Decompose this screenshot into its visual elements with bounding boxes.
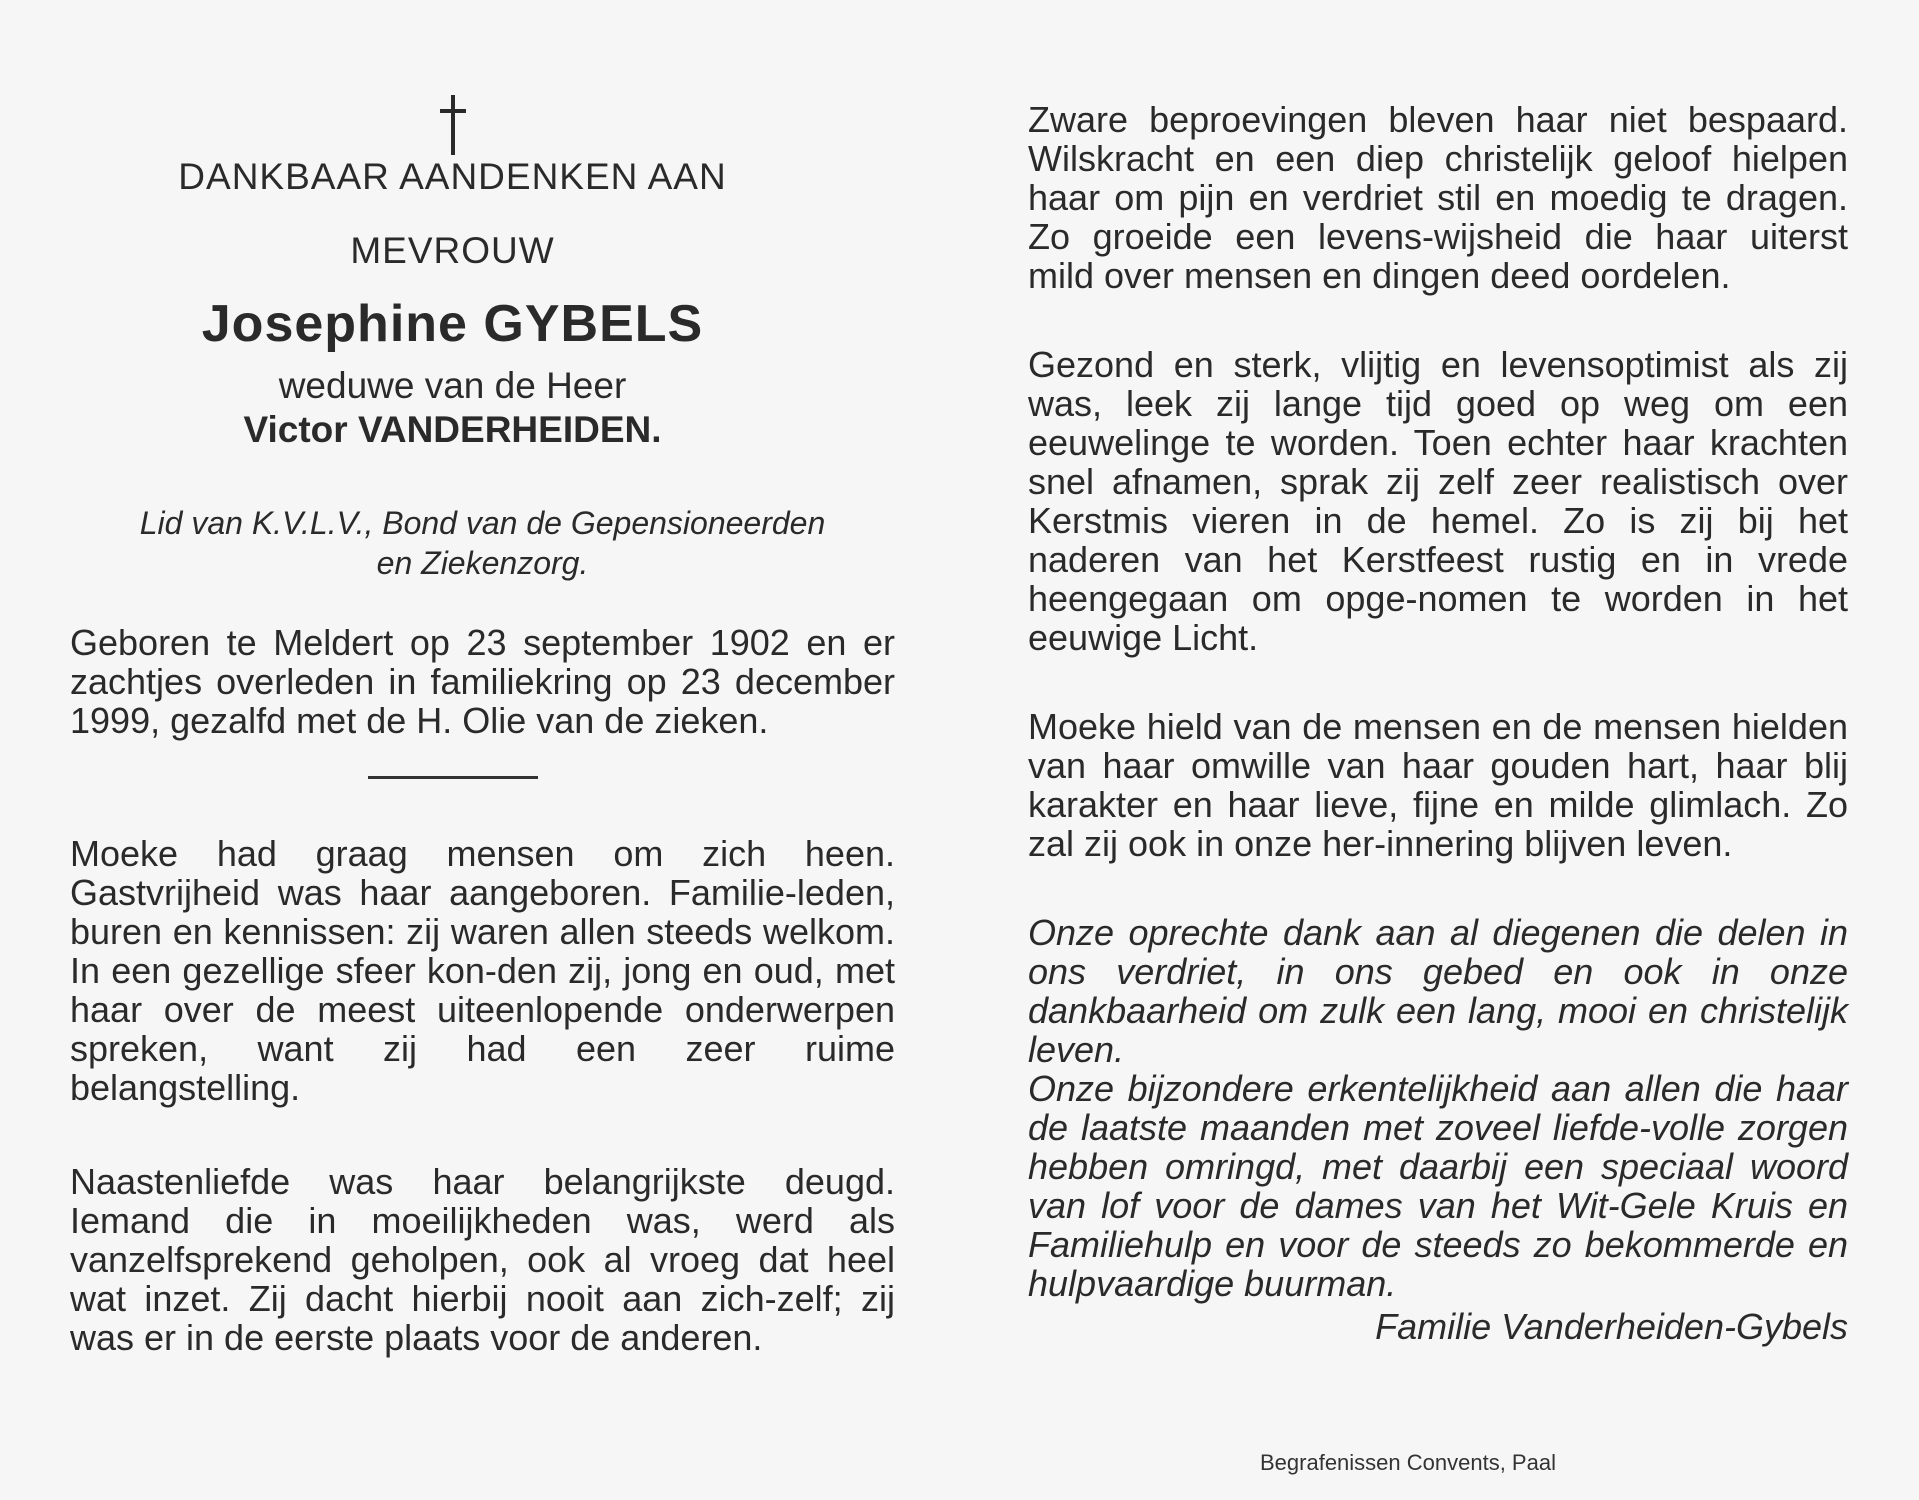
husband-name: Victor VANDERHEIDEN. <box>243 409 662 450</box>
membership-line-2: en Ziekenzorg. <box>376 545 589 581</box>
membership-note <box>70 503 895 583</box>
paragraph-love: Moeke hield van de mensen en de mensen hielden van haar omwille van haar gouden hart, haar blij karakter en haar lieve, fijne en milde glimlach. Zo zal zij ook in onze her-innering blijven leven. <box>1028 706 1848 864</box>
paragraph-trials: Zware beproevingen bleven haar niet bespaard. Wilskracht en een diep christelijk geloof hielpen haar om pijn en verdriet stil en moedig te dragen. Zo groeide een levens-wijsheid die haar uiterst mild over mensen en dingen deed oordelen. <box>1028 99 1848 296</box>
birth-death-paragraph: Geboren te Meldert op 23 september 1902 en er zachtjes overleden in familiekring op 23 december 1999, gezalfd met de H. Olie van de zieken. <box>70 622 895 741</box>
membership-line-1: Lid van K.V.L.V., Bond van de Gepensioneerden <box>139 505 826 541</box>
paragraph-health: Gezond en sterk, vlijtig en levensoptimist als zij was, leek zij lange tijd goed op weg om een eeuwelinge te worden. Toen echter haar krachten snel afnamen, sprak zij zelf zeer realistisch over Kerstmis vieren in de hemel. Zo is zij bij het naderen van het Kerstfeest rustig en in vrede heengegaan om opge-nomen te worden in het eeuwige Licht. <box>1028 344 1848 658</box>
cross-icon <box>438 95 468 155</box>
thanks-paragraph-2: Onze bijzondere erkentelijkheid aan allen die haar de laatste maanden met zoveel liefde-volle zorgen hebben omringd, met daarbij een speciaal woord van lof voor de dames van het Wit-Gele Kruis en Familiehulp en voor de steeds zo bekommerde en hulpvaardige buurman. <box>1028 1068 1848 1304</box>
paragraph-charity: Naastenliefde was haar belangrijkste deugd. Iemand die in moeilijkheden was, werd als vanzelfsprekend geholpen, ook al vroeg dat heel wat inzet. Zij dacht hierbij nooit aan zich-zelf; zij was er in de eerste plaats voor de anderen. <box>70 1161 895 1358</box>
right-column <box>1028 100 1848 1347</box>
dedication-heading: DANKBAAR AANDENKEN AAN <box>178 156 727 197</box>
paragraph-hospitality: Moeke had graag mensen om zich heen. Gastvrijheid was haar aangeboren. Familie-leden, buren en kennissen: zij waren allen steeds welkom. In een gezellige sfeer kon-den zij, jong en oud, met haar over de meest uiteenlopende onderwerpen spreken, want zij had een zeer ruime belangstelling. <box>70 833 895 1108</box>
divider-line <box>368 776 538 779</box>
thanks-paragraph-1: Onze oprechte dank aan al diegenen die delen in ons verdriet, in ons gebed en ook in onze dankbaarheid om zulk een lang, mooi en christelijk leven. <box>1028 912 1848 1070</box>
undertaker-credit: Begrafenissen Convents, Paal <box>1260 1450 1556 1475</box>
title-mevrouw: MEVROUW <box>350 230 555 271</box>
deceased-name: Josephine GYBELS <box>201 295 704 353</box>
left-column <box>70 95 895 1357</box>
family-signature: Familie Vanderheiden-Gybels <box>1375 1306 1848 1347</box>
widow-line: weduwe van de Heer <box>278 365 627 406</box>
